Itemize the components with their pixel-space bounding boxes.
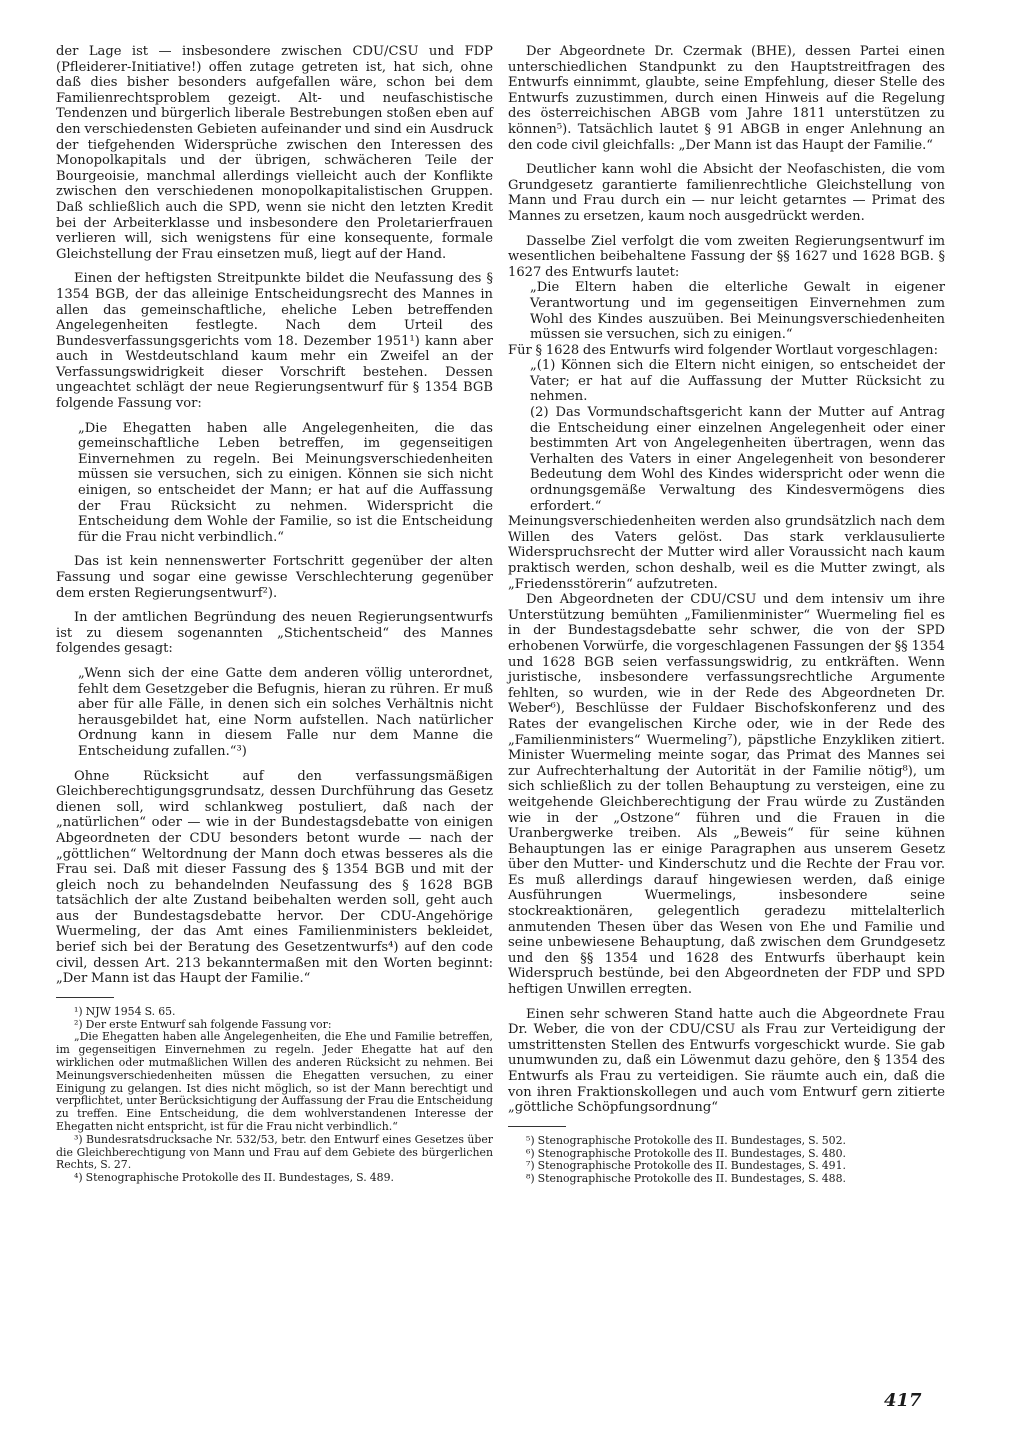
block-quote: „Wenn sich der eine Gatte dem anderen völlig unterordnet, fehlt dem Gesetzgeber die Befugnis, hieran zu rühren. Er muß aber für alle Fälle, in denen sich ein solches Verhältnis nicht herausgebildet hat, eine Norm aufstellen. Nach natürlicher Ordnung kann in diesem Falle nur dem Manne die Entscheidung zufallen.“³) xyxy=(78,665,493,759)
footnote: ⁷) Stenographische Protokolle des II. Bundestages, S. 491. xyxy=(526,1159,847,1173)
body-paragraph: In der amtlichen Begründung des neuen Regierungsentwurfs ist zu diesem sogenannten „Stichentscheid“ des Mannes folgendes gesagt: xyxy=(56,610,493,657)
body-paragraph: Dasselbe Ziel verfolgt die vom zweiten Regierungsentwurf im wesentlichen beibehaltene Fassung der §§ 1627 und 1628 BGB. § 1627 des Entwurfs lautet: xyxy=(508,233,945,280)
body-paragraph: Einen sehr schweren Stand hatte auch die Abgeordnete Frau Dr. Weber, die von der CDU/CSU als Frau zur Verteidigung der umstrittensten Stellen des Entwurfs vorgeschickt wurde. Sie gab unumwunden zu, daß ein Löwenmut dazu gehöre, den § 1354 des Entwurfs als Frau zu verteidigen. Sie räumte auch ein, daß die von ihren Fraktionskollegen und auch vom Entwurf gern zitierte „göttliche Schöpfungsordnung“ xyxy=(508,1006,945,1116)
body-paragraph: Einen der heftigsten Streitpunkte bildet die Neufassung des § 1354 BGB, der das alleinige Entscheidungsrecht des Mannes in allen das gemeinschaftliche, eheliche Leben betreffenden Angelegenheiten festlegte. Nach dem Urteil des Bundesverfassungsgerichts vom 18. Dezember 1951¹) kann aber auch in Westdeutschland kaum mehr ein Zweifel an der Verfassungswidrigkeit dieser Vorschrift bestehen. Dessen ungeachtet schlägt der neue Regierungsentwurf für § 1354 BGB folgende Fassung vor: xyxy=(56,271,493,412)
footnote: ⁵) Stenographische Protokolle des II. Bundestages, S. 502. xyxy=(526,1133,847,1147)
block-quote: „Die Eltern haben die elterliche Gewalt in eigener Verantwortung und im gegenseitigen Einvernehmen zum Wohl des Kindes auszuüben. Bei Meinungsverschiedenheiten müssen sie versuchen, sich zu einigen.“ xyxy=(530,280,945,343)
footnote: ²) Der erste Entwurf sah folgende Fassung vor: xyxy=(74,1017,332,1031)
body-paragraph: Der Abgeordnete Dr. Czermak (BHE), dessen Partei einen unterschiedlichen Standpunkt zu den Hauptstreitfragen des Entwurfs einnimmt, glaubte, seine Empfehlung, dieser Stelle des Entwurfs zuzustimmen, durch einen Hinweis auf die Regelung des österreichischen ABGB vom Jahre 1811 unterstützen zu können⁵). Tatsächlich lautet § 91 ABGB in enger Anlehnung an den code civil gleichfalls: „Der Mann ist das Haupt der Familie.“ xyxy=(508,44,945,153)
footnote: ⁴) Stenographische Protokolle des II. Bundestages, S. 489. xyxy=(74,1171,395,1185)
footnote: ¹) NJW 1954 S. 65. xyxy=(74,1004,176,1018)
footnote-quote: „Die Ehegatten haben alle Angelegenheiten, die Ehe und Familie betreffen, im gegenseitigen Einvernehmen zu regeln. Jeder Ehegatte hat auf den wirklichen oder mutmaßlichen Willen des anderen Rücksicht zu nehmen. Bei Meinungsverschiedenheiten müssen die Ehegatten versuchen, zu einer Einigung zu gelangen. Ist dies nicht möglich, so ist der Mann berechtigt und verpflichtet, unter Berücksichtigung der Auffassung der Frau die Entscheidung zu treffen. Eine Entscheidung, die dem wohlverstandenen Interesse der Ehegatten nicht entspricht, ist für die Frau nicht verbindlich.“ xyxy=(56,1030,493,1134)
left-column xyxy=(56,44,493,1185)
body-paragraph: Deutlicher kann wohl die Absicht der Neofaschisten, die vom Grundgesetz garantierte familienrechtliche Gleichstellung von Mann und Frau durch ein — nur leicht getarntes — Primat des Mannes zu ersetzen, kaum noch ausgedrückt werden. xyxy=(508,162,945,224)
body-paragraph: der Lage ist — insbesondere zwischen CDU/CSU und FDP (Pfleiderer-Initiative!) offen zutage getreten ist, hat sich, ohne daß dies bisher besonders aufgefallen wäre, schon bei dem Familienrechtsproblem gezeigt. Alt- und neufaschistische Tendenzen und bürgerlich liberale Bestrebungen stoßen eben auf den verschiedensten Gebieten aufeinander und sind ein Ausdruck der tiefgehenden Widersprüche zwischen den Interessen des Monopolkapitals und der übrigen, schwächeren Teile der Bourgeoisie, manchmal allerdings vielleicht auch der Konflikte zwischen den verschiedenen monopolkapitalistischen Gruppen. Daß schließlich auch die SPD, wenn sie nicht den letzten Kredit bei der Arbeiterklasse und insbesondere den Proletarierfrauen verlieren will, sich wenigstens für eine konsequente, formale Gleichstellung der Frau einsetzen muß, liegt auf der Hand. xyxy=(56,44,493,262)
right-column xyxy=(508,44,945,1186)
body-paragraph: Für § 1628 des Entwurfs wird folgender Wortlaut vorgeschlagen: xyxy=(508,342,939,358)
footnote-divider xyxy=(508,1126,566,1127)
footnote: ⁸) Stenographische Protokolle des II. Bundestages, S. 488. xyxy=(526,1172,847,1186)
block-quote: „Die Ehegatten haben alle Angelegenheiten, die das gemeinschaftliche Leben betreffen, im gegenseitigen Einvernehmen zu regeln. Bei Meinungsverschiedenheiten müssen sie versuchen, sich zu einigen. Können sie sich nicht einigen, so entscheidet der Mann; er hat auf die Auffassung der Frau Rücksicht zu nehmen. Widerspricht die Entscheidung dem Wohle der Familie, so ist die Entscheidung für die Frau nicht verbindlich.“ xyxy=(78,420,493,545)
body-paragraph: Das ist kein nennenswerter Fortschritt gegenüber der alten Fassung und sogar eine gewisse Verschlechterung gegenüber dem ersten Regierungsentwurf²). xyxy=(56,554,493,601)
body-paragraph: Den Abgeordneten der CDU/CSU und dem intensiv um ihre Unterstützung bemühten „Familienminister“ Wuermeling fiel es in der Bundestagsdebatte sehr schwer, die von der SPD erhobenen Vorwürfe, die vorgeschlagenen Fassungen der §§ 1354 und 1628 BGB seien verfassungswidrig, zu entkräften. Wenn juristische, insbesondere verfassungsrechtliche Argumente fehlten, so wurden, wie in der Rede des Abgeordneten Dr. Weber⁶), Beschlüsse der Fuldaer Bischofskonferenz und des Rates der evangelischen Kirche oder, wie in der Rede des „Familienministers“ Wuermeling⁷), päpstliche Enzykliken zitiert. Minister Wuermeling meinte sogar, das Primat des Mannes sei zur Aufrechterhaltung der Autorität in der Familie nötig⁸), um sich schließlich zu der tollen Behauptung zu versteigen, eine zu weitgehende Gleichberechtigung der Frau würde zu Zuständen wie in der „Ostzone“ führen und die Frauen in die Uranbergwerke treiben. Als „Beweis“ für seine kühnen Behauptungen las er einige Paragraphen aus unserem Gesetz über den Mutter- und Kinderschutz und die Rechte der Frau vor. Es muß allerdings darauf hingewiesen werden, daß einige Ausführungen Wuermelings, insbesondere seine stockreaktionären, gelegentlich geradezu mittelalterlich anmutenden Thesen über das Wesen von Ehe und Familie und seine unbewiesene Behauptung, daß zwischen dem Grundgesetz und den §§ 1354 und 1628 des Entwurfs überhaupt kein Widerspruch bestünde, bei den Abgeordneten der FDP und SPD heftigen Unwillen erregten. xyxy=(508,592,945,998)
page-number: 417 xyxy=(884,1390,922,1411)
body-paragraph: Meinungsverschiedenheiten werden also grundsätzlich nach dem Willen des Vaters gelöst. Das stark verklausulierte Widerspruchsrecht der Mutter wird aller Voraussicht nach kaum praktisch werden, schon deshalb, weil es die Mutter zwingt, als „Friedensstörerin“ aufzutreten. xyxy=(508,514,945,592)
footnote: ⁶) Stenographische Protokolle des II. Bundestages, S. 480. xyxy=(526,1146,847,1160)
footnote-divider xyxy=(56,997,114,998)
block-quote: (2) Das Vormundschaftsgericht kann der Mutter auf Antrag die Entscheidung einer einzelnen Angelegenheit oder einer bestimmten Art von Angelegenheiten übertragen, wenn das Verhalten des Vaters in einer Angelegenheit von besonderer Bedeutung dem Wohl des Kindes widerspricht oder wenn die ordnungsgemäße Verwaltung des Kindesvermögens dies erfordert.“ xyxy=(530,405,945,514)
body-paragraph: Ohne Rücksicht auf den verfassungsmäßigen Gleichberechtigungsgrundsatz, dessen Durchführung das Gesetz dienen soll, wird schlankweg postuliert, daß nach der „natürlichen“ oder — wie in der Bundestagsdebatte von einigen Abgeordneten der CDU besonders betont wurde — nach der „göttlichen“ Weltordnung der Mann doch etwas besseres als die Frau sei. Daß mit dieser Fassung des § 1354 BGB und mit der gleich noch zu behandelnden Neufassung des § 1628 BGB tatsächlich der alte Zustand beibehalten werden soll, geht auch aus der Bundestagsdebatte hervor. Der CDU-Angehörige Wuermeling, der das Amt eines Familienministers bekleidet, berief sich bei der Beratung des Gesetzentwurfs⁴) auf den code civil, dessen Art. 213 bekanntermaßen mit den Worten beginnt: „Der Mann ist das Haupt der Familie.“ xyxy=(56,768,493,987)
footnote: ³) Bundesratsdrucksache Nr. 532/53, betr. den Entwurf eines Gesetzes über die Gleichberechtigung von Mann und Frau auf dem Gebiete des bürgerlichen Rechts, S. 27. xyxy=(56,1132,493,1172)
block-quote: „(1) Können sich die Eltern nicht einigen, so entscheidet der Vater; er hat auf die Auffassung der Mutter Rücksicht zu nehmen. xyxy=(530,358,945,405)
